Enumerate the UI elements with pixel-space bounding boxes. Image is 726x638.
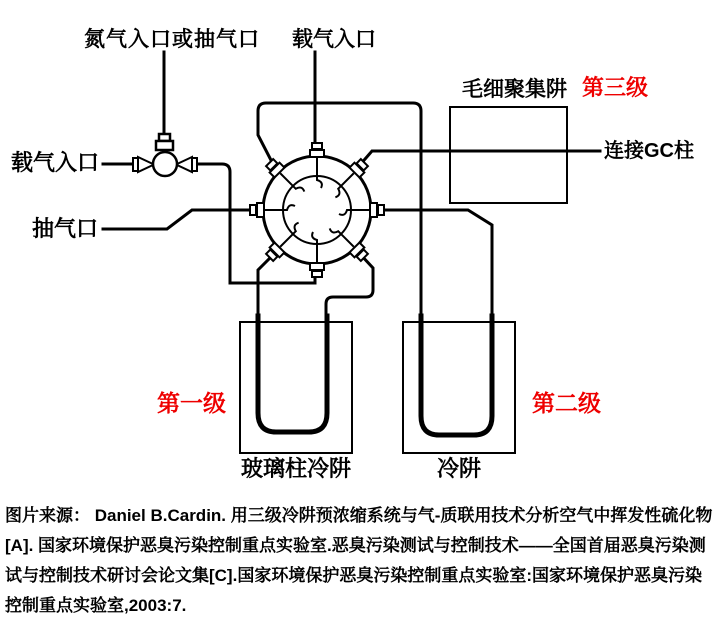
pipe-bottomright-to-trap1 <box>326 254 373 325</box>
citation-line-4: 控制重点实验室,2003:7. <box>5 596 187 615</box>
pipe-right-port-to-trap2 <box>378 210 492 325</box>
label-stage-two: 第二级 <box>532 390 601 416</box>
label-carrier-inlet-left: 载气入口 <box>11 150 100 175</box>
citation-line-1: 图片来源： Daniel B.Cardin. 用三级冷阱预浓缩系统与气-质联用技术分析空气中挥发性硫化物 <box>5 506 713 525</box>
pipe-to-gc-column <box>359 151 600 166</box>
three-way-valve-right-fitting <box>176 157 192 172</box>
source-citation <box>5 501 721 621</box>
label-capillary-trap: 毛细聚集阱 <box>462 78 567 101</box>
label-stage-three: 第三级 <box>582 75 649 100</box>
label-trap1: 玻璃柱冷阱 <box>241 456 352 481</box>
capillary-trap-box <box>450 107 567 203</box>
label-gc-column: 连接GC柱 <box>604 140 694 162</box>
three-way-valve-top-collar <box>156 141 173 150</box>
three-way-valve-body <box>153 152 177 176</box>
three-way-valve <box>133 134 197 176</box>
label-carrier-inlet-top: 载气入口 <box>292 28 376 51</box>
pipe-pump-to-left-port <box>103 210 256 229</box>
label-pump-port: 抽气口 <box>32 216 99 241</box>
label-stage-one: 第一级 <box>157 390 226 416</box>
three-way-valve-left-fitting <box>138 157 154 172</box>
citation-line-2: [A]. 国家环境保护恶臭污染控制重点实验室.恶臭污染测试与控制技术——全国首届恶臭污染测 <box>5 536 706 555</box>
citation-line-3: 试与控制技术研讨会论文集[C].国家环境保护恶臭污染控制重点实验室:国家环境保护恶臭污染 <box>5 566 702 585</box>
trap2-u-tube <box>421 316 492 435</box>
label-n2-inlet: 氮气入口或抽气口 <box>84 28 260 51</box>
trap1-u-tube <box>258 316 327 432</box>
label-trap2: 冷阱 <box>437 456 482 481</box>
